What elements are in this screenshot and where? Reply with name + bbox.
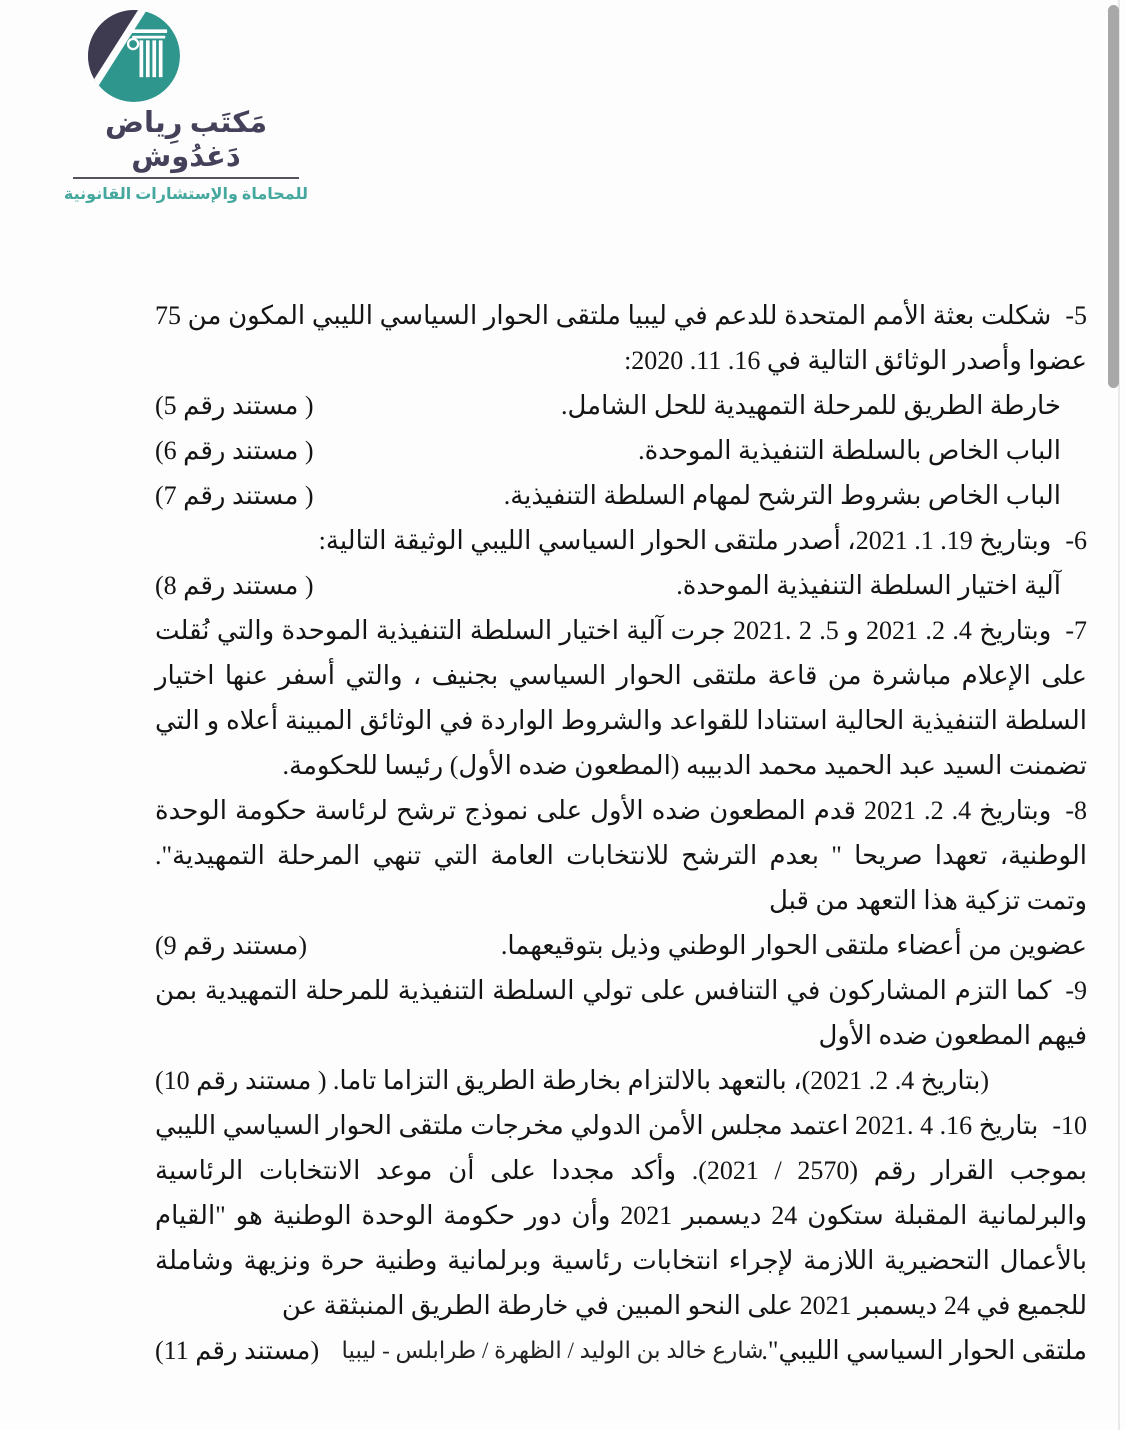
document-body [155,293,1087,1373]
footer-address: شارع خالد بن الوليد / الظهرة / طرابلس - ليبيا [341,1338,764,1363]
item-text: وبتاريخ 4. 2. 2021 قدم المطعون ضده الأول على نموذج ترشح لرئاسة حكومة الوحدة الوطنية، تعهدا صريحا " بعدم الترشح للانتخابات العامة التي تنهي المرحلة التمهيدية". وتمت تزكية هذا التعهد من قبل [155,796,1087,915]
item-text-continuation: عضوين من أعضاء ملتقى الحوار الوطني وذيل بتوقيعهما. [500,931,1087,960]
logo-office-name: مَكتَب رِياض دَغدُوش [104,107,268,173]
law-office-logo [50,10,322,206]
numbered-item-7 [155,608,1087,788]
item-text: شكلت بعثة الأمم المتحدة للدعم في ليبيا ملتقى الحوار السياسي الليبي المكون من 75 عضوا وأصدر الوثائق التالية في 16. 11. 2020: [155,301,1087,375]
document-ref-badge: ( مستند رقم 7) [155,481,314,510]
document-ref-badge: (مستند رقم 11) [155,1336,320,1365]
item-text-continuation: (بتاريخ 4. 2. 2021)، بالتعهد بالالتزام بخارطة الطريق التزاما تاما. [332,1066,989,1095]
document-row [155,1058,1087,1103]
document-row [155,383,1087,428]
numbered-item-6 [155,518,1087,608]
item-number: 5- [1065,301,1087,330]
item-number: 7- [1065,616,1088,645]
column-logo-icon [88,10,180,102]
item-number: 9- [1065,976,1087,1005]
document-row [155,923,1087,968]
document-ref-badge: ( مستند رقم 10) [155,1066,327,1095]
logo-tagline: للمحاماة والإستشارات القانونية [63,186,309,203]
document-ref-badge: ( مستند رقم 5) [155,391,314,420]
numbered-item-9 [155,968,1087,1103]
scrollbar-thumb[interactable] [1108,5,1119,388]
document-title: آلية اختيار السلطة التنفيذية الموحدة. [676,571,1061,600]
document-ref-badge: ( مستند رقم 6) [155,436,314,465]
document-title: الباب الخاص بالسلطة التنفيذية الموحدة. [638,436,1061,465]
numbered-item-10 [155,1103,1087,1373]
item-number: 6- [1065,526,1087,555]
document-ref-badge: ( مستند رقم 8) [155,571,314,600]
document-row [155,428,1087,473]
numbered-item-8 [155,788,1087,968]
item-text: كما التزم المشاركون في التنافس على تولي السلطة التنفيذية للمرحلة التمهيدية بمن فيهم المطعون ضده الأول [155,976,1087,1050]
numbered-item-5 [155,293,1087,518]
document-ref-badge: (مستند رقم 9) [155,931,308,960]
item-text: بتاريخ 16. 4 .2021 اعتمد مجلس الأمن الدولي مخرجات ملتقى الحوار السياسي الليبي بموجب القرار رقم (2570 / 2021). وأكد مجددا على أن موعد الانتخابات الرئاسية والبرلمانية المقبلة ستكون 24 ديسمبر 2021 وأن دور حكومة الوحدة الوطنية هو "القيام بالأعمال التحضيرية اللازمة لإجراء انتخابات رئاسية وبرلمانية وطنية حرة ونزيهة وشاملة للجميع في 24 ديسمبر 2021 على النحو المبين في خارطة الطريق المنبثقة عن [155,1111,1087,1320]
document-row [155,563,1087,608]
item-text: وبتاريخ 4. 2. 2021 و 5. 2 .2021 جرت آلية اختيار السلطة التنفيذية الموحدة والتي نُقلت على الإعلام مباشرة من قاعة ملتقى الحوار السياسي بجنيف ، والتي أسفر عنها اختيار السلطة التنفيذية الحالية استنادا للقواعد والشروط الواردة في الوثائق المبينة أعلاه و التي تضمنت السيد عبد الحميد محمد الدبيبه (المطعون ضده الأول) رئيسا للحكومة. [155,616,1087,780]
item-number: 10- [1052,1111,1087,1140]
item-text-continuation: ملتقى الحوار السياسي الليبي". [761,1336,1087,1365]
document-row [155,473,1087,518]
item-number: 8- [1065,796,1087,825]
document-title: الباب الخاص بشروط الترشح لمهام السلطة التنفيذية. [503,481,1061,510]
logo-divider [73,177,299,179]
document-title: خارطة الطريق للمرحلة التمهيدية للحل الشامل. [560,391,1061,420]
item-text: وبتاريخ 19. 1. 2021، أصدر ملتقى الحوار السياسي الليبي الوثيقة التالية: [318,526,1052,555]
